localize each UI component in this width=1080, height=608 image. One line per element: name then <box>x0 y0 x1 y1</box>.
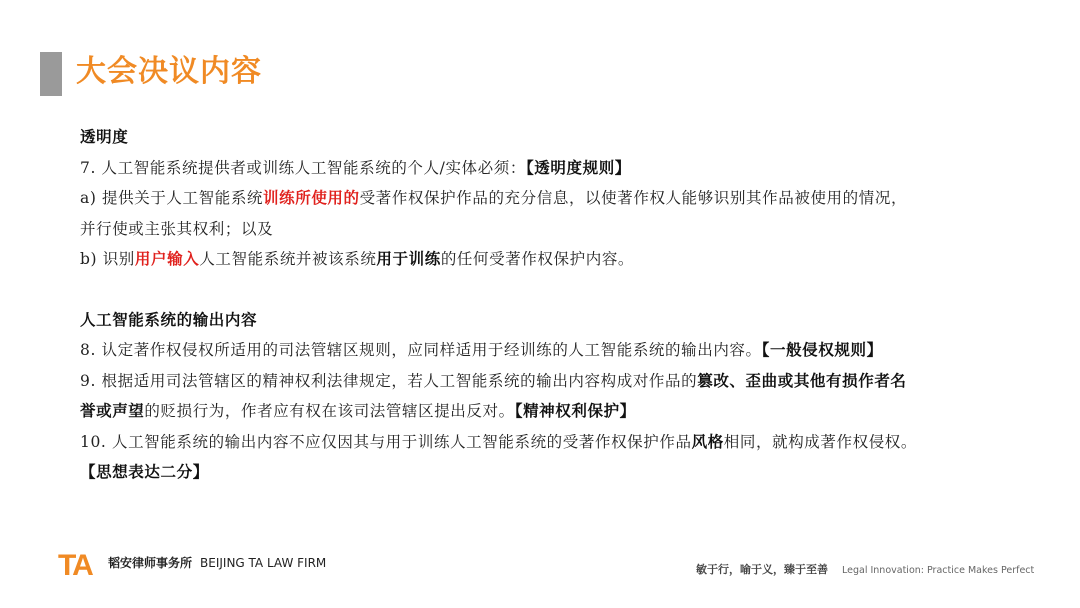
firm-motto <box>696 561 1034 577</box>
item-9-post: 的贬损行为，作者应有权在该司法管辖区提出反对。 <box>144 402 515 420</box>
item-b-post: 的任何受著作权保护内容。 <box>440 250 635 268</box>
item-a <box>80 183 1030 244</box>
section-heading-output: 人工智能系统的输出内容 <box>80 309 258 329</box>
firm-name-cn: 韬安律师事务所 <box>108 556 193 570</box>
item-10-rule: 【思想表达二分】 <box>80 462 209 481</box>
item-7-text: 7. 人工智能系统提供者或训练人工智能系统的个人/实体必须： <box>80 158 526 177</box>
item-9-rule: 【精神权利保护】 <box>514 401 636 420</box>
item-10-post: 相同，就构成著作权侵权。 <box>723 432 917 451</box>
page-title: 大会决议内容 <box>76 54 262 89</box>
firm-motto-en: Legal Innovation: Practice Makes Perfect <box>842 565 1035 576</box>
firm-name <box>108 554 326 571</box>
item-b-pre: b) 识别 <box>80 250 135 268</box>
firm-logo <box>58 548 98 580</box>
section-gap <box>80 275 1030 305</box>
firm-logo-text: TA <box>58 549 92 580</box>
item-a-post-cont: 并行使或主张其权利；以及 <box>80 219 274 238</box>
firm-motto-cn: 敏于行，喻于义，臻于至善 <box>696 563 828 576</box>
item-a-pre: a) 提供关于人工智能系统 <box>80 189 264 207</box>
section-heading-transparency: 透明度 <box>80 127 129 146</box>
item-b <box>80 244 1030 275</box>
item-a-post: 受著作权保护作品的充分信息，以使著作权人能够识别其作品被使用的情况， <box>359 189 908 207</box>
item-8-rule: 【一般侵权规则】 <box>761 340 883 359</box>
item-10-pre: 10. 人工智能系统的输出内容不应仅因其与用于训练人工智能系统的受著作权保护作品 <box>80 432 692 451</box>
firm-name-en: BEIJING TA LAW FIRM <box>200 556 327 570</box>
title-accent-bar <box>40 52 62 96</box>
item-b-bold: 用于训练 <box>376 249 441 268</box>
item-10-bold: 风格 <box>691 431 724 451</box>
item-9-bold-cont: 誉或声望 <box>80 401 145 420</box>
item-b-mid: 人工智能系统并被该系统 <box>199 250 377 268</box>
item-8-text: 8. 认定著作权侵权所适用的司法管辖区规则，应同样适用于经训练的人工智能系统的输出内容。 <box>80 341 762 359</box>
item-10 <box>80 427 1030 488</box>
resolution-content <box>80 122 1030 488</box>
item-b-highlight: 用户输入 <box>134 249 200 268</box>
item-9-pre: 9. 根据适用司法管辖区的精神权利法律规定，若人工智能系统的输出内容构成对作品的 <box>80 371 698 390</box>
item-9-bold: 篡改、歪曲或其他有损作者名 <box>697 370 907 390</box>
item-9 <box>80 366 1030 427</box>
item-a-highlight: 训练所使用的 <box>263 188 360 207</box>
item-7-rule: 【透明度规则】 <box>525 157 631 177</box>
item-7 <box>80 153 1030 184</box>
item-8 <box>80 335 1030 366</box>
